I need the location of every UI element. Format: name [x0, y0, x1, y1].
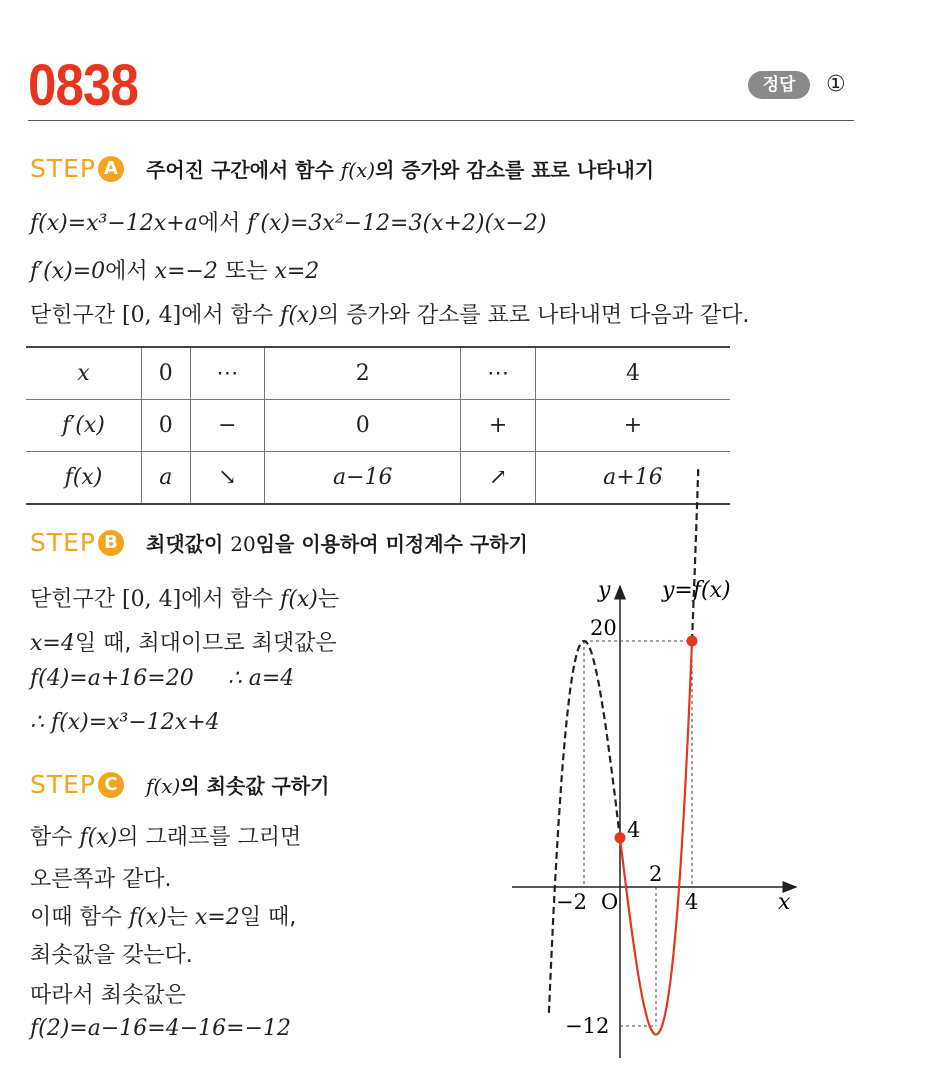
step-c-line-5: 따라서 최솟값은: [30, 983, 186, 1008]
step-b-label: STEP: [30, 528, 97, 557]
table-cell: 2: [265, 347, 461, 400]
table-cell: 0: [265, 400, 461, 452]
table-cell: +: [535, 400, 730, 452]
step-b-line-3: f(4)=a+16=20 ∴ a=4: [30, 666, 295, 691]
step-a-line-1: f(x)=x³−12x+a에서 f′(x)=3x²−12=3(x+2)(x−2): [30, 211, 547, 236]
table-cell: a+16: [535, 452, 730, 505]
step-a-line-3: 닫힌구간 [0, 4]에서 함수 f(x)의 증가와 감소를 표로 나타내면 다음과 같다.: [30, 303, 750, 328]
step-c-title: f(x)의 최솟값 구하기: [146, 774, 330, 798]
step-c-letter: C: [98, 772, 124, 798]
tick-label-x-4: 4: [685, 890, 699, 914]
tick-label-y-20: 20: [590, 616, 617, 640]
step-c-line-6: f(2)=a−16=4−16=−12: [30, 1016, 292, 1041]
table-cell: x: [26, 347, 142, 400]
step-b-line-4: ∴ f(x)=x³−12x+4: [30, 710, 220, 735]
table-cell: 0: [142, 400, 191, 452]
x-axis-label: x: [778, 890, 791, 915]
step-c-line-3: 이때 함수 f(x)는 x=2일 때,: [30, 905, 297, 930]
table-cell: ⋯: [461, 347, 536, 400]
table-cell: +: [461, 400, 536, 452]
table-cell: 4: [535, 347, 730, 400]
curve-label: y=f(x): [662, 578, 731, 603]
step-b-line-2: x=4일 때, 최대이므로 최댓값은: [30, 631, 337, 656]
origin-label: O: [601, 890, 619, 914]
table-cell: f(x): [26, 452, 142, 505]
table-cell: a: [142, 452, 191, 505]
step-b-letter: B: [98, 530, 124, 556]
table-cell: ↘: [190, 452, 265, 505]
step-a-letter: A: [98, 156, 124, 182]
step-c-line-4: 최솟값을 갖는다.: [30, 943, 193, 968]
tick-label-x-2: 2: [649, 862, 663, 886]
table-cell: 0: [142, 347, 191, 400]
step-c-line-2: 오른쪽과 같다.: [30, 867, 172, 892]
answer-value: ①: [826, 72, 846, 97]
tick-label-y-4: 4: [627, 818, 641, 842]
table-cell: a−16: [265, 452, 461, 505]
answer-badge: 정답: [748, 71, 810, 99]
step-a-title: 주어진 구간에서 함수 f(x)의 증가와 감소를 표로 나타내기: [146, 158, 655, 182]
step-a-label: STEP: [30, 154, 97, 183]
step-a-line-2: f′(x)=0에서 x=−2 또는 x=2: [30, 259, 320, 284]
table-cell: ⋯: [190, 347, 265, 400]
y-axis-label: y: [598, 578, 611, 603]
step-b-line-1: 닫힌구간 [0, 4]에서 함수 f(x)는: [30, 587, 340, 612]
problem-number: 0838: [28, 53, 139, 118]
tick-label-y-neg12: −12: [565, 1014, 610, 1038]
curve-dashed-right: [692, 467, 698, 641]
point-maximum: [687, 636, 698, 647]
tick-label-x-neg2: −2: [556, 890, 587, 914]
step-c-label: STEP: [30, 770, 97, 799]
table-cell: ↗: [461, 452, 536, 505]
point-y-intercept: [615, 832, 626, 843]
table-cell: f′(x): [26, 400, 142, 452]
step-b-title: 최댓값이 20임을 이용하여 미정계수 구하기: [146, 532, 528, 556]
step-c-line-1: 함수 f(x)의 그래프를 그리면: [30, 825, 302, 850]
table-cell: −: [190, 400, 265, 452]
